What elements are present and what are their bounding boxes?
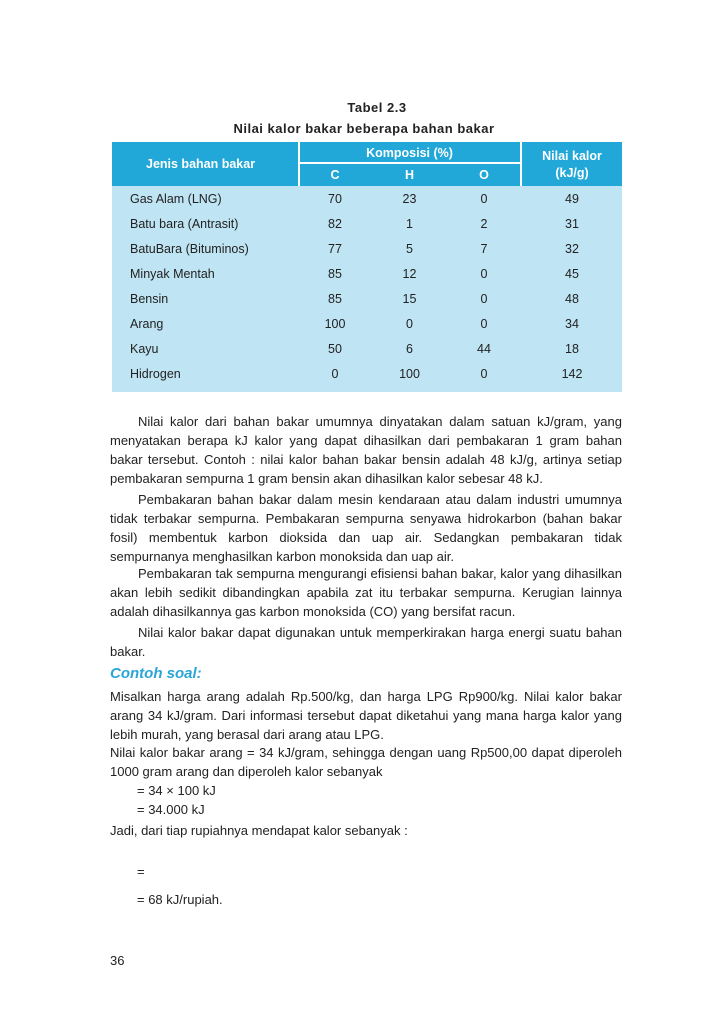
oxygen-value: 2	[480, 217, 488, 231]
table-row	[112, 192, 622, 217]
header-heat-unit: (kJ/g)	[555, 166, 589, 180]
header-heat-value: Nilai kalor	[542, 149, 602, 163]
equation-line: =	[137, 864, 145, 879]
heat-value: 18	[565, 342, 579, 356]
fuel-name: Bensin	[130, 292, 169, 306]
heat-value: 32	[565, 242, 579, 256]
carbon-value: 0	[331, 367, 339, 381]
oxygen-value: 0	[480, 317, 488, 331]
example-solution-intro: Nilai kalor bakar arang = 34 kJ/gram, sehingga dengan uang Rp500,00 dapat diperoleh 1000 gram arang dan diperoleh kalor sebanyak	[110, 745, 622, 779]
fuel-name: Minyak Mentah	[130, 267, 215, 281]
header-divider	[299, 162, 520, 164]
fuel-name: Batu bara (Antrasit)	[130, 217, 239, 231]
carbon-value: 70	[328, 192, 342, 206]
example-heading: Contoh soal:	[110, 665, 202, 682]
fuel-name: BatuBara (Bituminos)	[130, 242, 249, 256]
oxygen-value: 7	[480, 242, 488, 256]
table-row	[112, 292, 622, 317]
heat-value: 49	[565, 192, 579, 206]
header-o: O	[479, 168, 489, 182]
equation-line: = 34.000 kJ	[137, 802, 205, 817]
fuel-name: Arang	[130, 317, 164, 331]
hydrogen-value: 0	[406, 317, 413, 331]
carbon-value: 85	[328, 267, 342, 281]
carbon-value: 77	[328, 242, 342, 256]
oxygen-value: 0	[480, 367, 488, 381]
hydrogen-value: 6	[406, 342, 413, 356]
carbon-value: 100	[324, 317, 346, 331]
heat-value: 45	[565, 267, 579, 281]
carbon-value: 82	[328, 217, 342, 231]
page-number: 36	[110, 953, 125, 968]
fuel-name: Gas Alam (LNG)	[130, 192, 222, 206]
table-row	[112, 342, 622, 367]
equation-line: = 34 × 100 kJ	[137, 783, 216, 798]
header-c: C	[330, 168, 340, 182]
hydrogen-value: 23	[402, 192, 417, 206]
table-row	[112, 267, 622, 292]
paragraph: Nilai kalor bakar dapat digunakan untuk memperkirakan harga energi suatu bahan bakar.	[110, 625, 622, 659]
example-conclusion: Jadi, dari tiap rupiahnya mendapat kalor sebanyak :	[110, 823, 408, 838]
header-composition: Komposisi (%)	[366, 146, 453, 160]
hydrogen-value: 15	[402, 292, 417, 306]
carbon-value: 50	[328, 342, 342, 356]
example-problem: Misalkan harga arang adalah Rp.500/kg, dan harga LPG Rp900/kg. Nilai kalor bakar arang 34 kJ/gram. Dari informasi tersebut dapat diketahui yang mana harga kalor yang lebih murah, yang berasal dari arang atau LPG.	[110, 689, 622, 742]
heat-value: 48	[565, 292, 579, 306]
equation-line: = 68 kJ/rupiah.	[137, 892, 223, 907]
hydrogen-value: 5	[406, 242, 413, 256]
table-row	[112, 317, 622, 342]
table-row	[112, 217, 622, 242]
paragraph: Pembakaran tak sempurna mengurangi efisiensi bahan bakar, kalor yang dihasilkan akan lebih sedikit dibandingkan apabila zat itu terbakar sempurna. Kerugian lainnya adalah dihasilkannya gas karbon monoksida (CO) yang bersifat racun.	[110, 566, 622, 619]
table-caption-title: Nilai kalor bakar beberapa bahan bakar	[233, 121, 495, 136]
oxygen-value: 44	[477, 342, 491, 356]
header-fuel: Jenis bahan bakar	[146, 157, 256, 171]
heat-value-table	[112, 142, 622, 392]
heat-value: 31	[565, 217, 579, 231]
hydrogen-value: 100	[399, 367, 420, 381]
fuel-name: Hidrogen	[130, 367, 181, 381]
oxygen-value: 0	[480, 267, 488, 281]
hydrogen-value: 1	[406, 217, 413, 231]
table-header	[112, 142, 622, 186]
header-h: H	[404, 168, 415, 182]
carbon-value: 85	[328, 292, 342, 306]
heat-value: 142	[561, 367, 583, 381]
heat-value: 34	[565, 317, 579, 331]
oxygen-value: 0	[480, 192, 488, 206]
paragraph: Nilai kalor dari bahan bakar umumnya dinyatakan dalam satuan kJ/gram, yang menyatakan berapa kJ kalor yang dapat dihasilkan dari pembakaran 1 gram bahan bakar tersebut. Contoh : nilai kalor bahan bakar bensin adalah 48 kJ/g, artinya setiap pembakaran sempurna 1 gram bensin akan dihasilkan kalor sebesar 48 kJ.	[110, 414, 622, 486]
fuel-name: Kayu	[130, 342, 159, 356]
table-caption-number: Tabel 2.3	[347, 100, 407, 115]
table-row	[112, 367, 622, 392]
table-row	[112, 242, 622, 267]
oxygen-value: 0	[480, 292, 488, 306]
paragraph: Pembakaran bahan bakar dalam mesin kendaraan atau dalam industri umumnya tidak terbakar sempurna. Pembakaran sempurna senyawa hidrokarbon (bahan bakar fosil) membentuk karbon dioksida dan uap air. Sedangkan pembakaran tidak sempurnanya menghasilkan karbon monoksida dan uap air.	[110, 492, 622, 564]
hydrogen-value: 12	[402, 267, 417, 281]
